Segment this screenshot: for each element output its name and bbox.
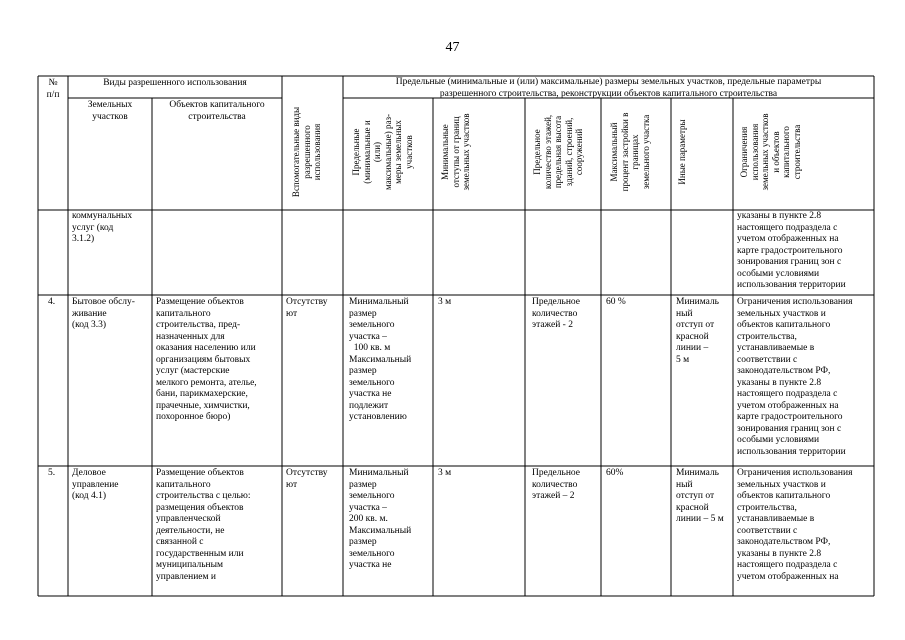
row-4-sizes: Минимальный размер земельного участка – 100 кв. м Максимальный размер земельного участка не подлежит установлению: [349, 297, 412, 422]
row-5-floors: Предельное количество этажей – 2: [532, 468, 580, 501]
row-4-coverage: 60 %: [606, 297, 626, 307]
header-land-plots: Земельных участков: [87, 100, 133, 122]
header-num: № п/п: [46, 78, 60, 100]
row-4-aux: Отсутству ют: [286, 297, 328, 319]
row-5-other: Минималь ный отступ от красной линии – 5 м: [676, 468, 724, 524]
row-4-land: Бытовое обслу- живание (код 3.3): [72, 297, 135, 330]
row-continuation-restrictions: указаны в пункте 2.8 настоящего подраздела с учетом отображенных на карте градостроительного зонирования границ зон с особыми условиями использования территории: [737, 211, 846, 290]
row-5-objects: Размещение объектов капитального строительства с целью: размещения объектов управленческой деятельности, не связанной с государственным или муниципальным управлением и: [156, 468, 251, 582]
row-4-objects: Размещение объектов капитального строительства, пред- назначенных для оказания населению или организациям бытовых услуг (мастерские мелкого ремонта, ателье, бани, парикмахерские, прачечные, химчистки, похоронное бюро): [156, 297, 257, 422]
row-5-coverage: 60%: [606, 468, 624, 478]
row-4-num: 4.: [48, 297, 56, 307]
row-5-restrictions: Ограничения использования земельных участков и объектов капитального строительства, устанавливаемые в соответствии с законодательством РФ, указаны в пункте 2.8 настоящего подраздела с учетом отображенных на: [737, 468, 853, 582]
header-uses-group: Виды разрешенного использования: [103, 78, 247, 88]
row-4-other: Минималь ный отступ от красной линии – 5 м: [676, 297, 720, 365]
row-5-setbacks: 3 м: [438, 468, 452, 478]
row-5-sizes: Минимальный размер земельного участка – 200 кв. м. Максимальный размер земельного участка не: [349, 468, 412, 570]
header-limits-group: Предельные (минимальные и (или) максимальные) размеры земельных участков, предельные параметры разрешенного строительства, реконструкции объектов капитального строительства: [395, 77, 822, 99]
page-number: 47: [445, 40, 460, 55]
row-5-aux: Отсутству ют: [286, 468, 328, 490]
row-continuation-land: коммунальных услуг (код 3.1.2): [72, 211, 133, 244]
row-4-floors: Предельное количество этажей - 2: [532, 297, 580, 330]
row-4-setbacks: 3 м: [438, 297, 452, 307]
row-4-restrictions: Ограничения использования земельных участков и объектов капитального строительства, устанавливаемые в соответствии с законодательством РФ, указаны в пункте 2.8 настоящего подраздела с учетом отображенных на карте градостроительного зонирования границ зон с особыми условиями использования территории: [737, 297, 853, 457]
row-5-land: Деловое управление (код 4.1): [72, 468, 119, 501]
row-5-num: 5.: [48, 468, 56, 478]
header-capital-objects: Объектов капитального строительства: [169, 100, 265, 122]
